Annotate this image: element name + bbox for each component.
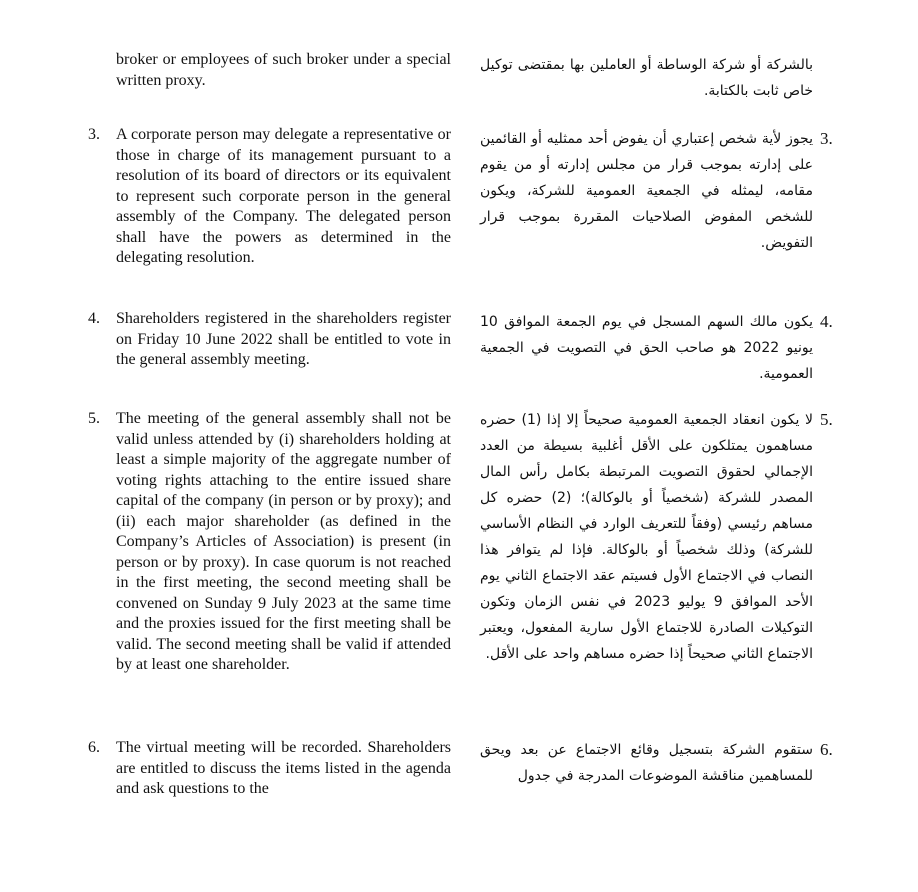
ar-item-3-number: 3. (820, 129, 833, 148)
en-item-5-number: 5. (88, 410, 100, 427)
ar-item-5-number: 5. (820, 410, 833, 429)
en-item-3-text: A corporate person may delegate a representative or those in charge of its management pursuant to a resolution of its board of directors or its equivalent to represent such corporate person in the general assembly of the Company. The delegated person shall have the powers as determined in the delegating resolution. (116, 126, 451, 266)
en-item-5-text: The meeting of the general assembly shall not be valid unless attended by (i) shareholders holding at least a simple majority of the aggregate number of voting rights attaching to the entire issued share capital of the company (in person or by proxy); and (ii) each major shareholder (as defined in the Company’s Articles of Association) is present (in person or by proxy). In case quorum is not reached in the first meeting, the second meeting shall be convened on Sunday 9 July 2023 at the same time and the proxies issued for the first meeting shall be valid. The second meeting shall be valid if attended by at least one shareholder. (116, 410, 451, 673)
ar-item-6-number: 6. (820, 740, 833, 759)
en-item-3-number: 3. (88, 126, 100, 143)
ar-item-4-text: يكون مالك السهم المسجل في يوم الجمعة الموافق 10 يونيو 2022 هو صاحب الحق في التصويت في الجمعية العمومية. (480, 314, 813, 382)
ar-item-5-text: لا يكون انعقاد الجمعية العمومية صحيحاً إلا إذا (1) حضره مساهمون يمتلكون على الأقل أغلبية بسيطة من العدد الإجمالي لحقوق التصويت المرتبطة بكامل رأس المال المصدر للشركة (شخصياً أو بالوكالة)؛ (2) حضره كل مساهم رئيسي (وفقاً للتعريف الوارد في النظام الأساسي للشركة) وذلك شخصياً أو بالوكالة. فإذا لم يتوافر هذا النصاب في الاجتماع الأول فسيتم عقد الاجتماع الثاني يوم الأحد الموافق 9 يوليو 2023 في نفس الزمان وتكون التوكيلات الصادرة للاجتماع الأول سارية المفعول، ويعتبر الاجتماع الثاني صحيحاً إذا حضره مساهم واحد على الأقل. (480, 412, 813, 662)
en-item-4-number: 4. (88, 310, 100, 327)
ar-intro-paragraph: بالشركة أو شركة الوساطة أو العاملين بها بمقتضى توكيل خاص ثابت بالكتابة. (480, 57, 813, 99)
en-item-4-text: Shareholders registered in the shareholders register on Friday 10 June 2022 shall be entitled to vote in the general assembly meeting. (116, 310, 451, 368)
ar-item-6-text: ستقوم الشركة بتسجيل وقائع الاجتماع عن بعد ويحق للمساهمين مناقشة الموضوعات المدرجة في جدول (480, 742, 813, 784)
en-item-6-number: 6. (88, 739, 100, 756)
ar-item-3-text: يجوز لأية شخص إعتباري أن يفوض أحد ممثليه أو القائمين على إدارته بموجب قرار من مجلس إدارته أو من يقوم مقامه، ليمثله في الجمعية العمومية للشركة، ويكون للشخص المفوض الصلاحيات المقررة بموجب قرار التفويض. (480, 131, 813, 251)
en-item-6-text: The virtual meeting will be recorded. Shareholders are entitled to discuss the items listed in the agenda and ask questions to the (116, 739, 451, 797)
ar-item-4-number: 4. (820, 312, 833, 331)
en-intro-paragraph: broker or employees of such broker under a special written proxy. (116, 51, 451, 89)
